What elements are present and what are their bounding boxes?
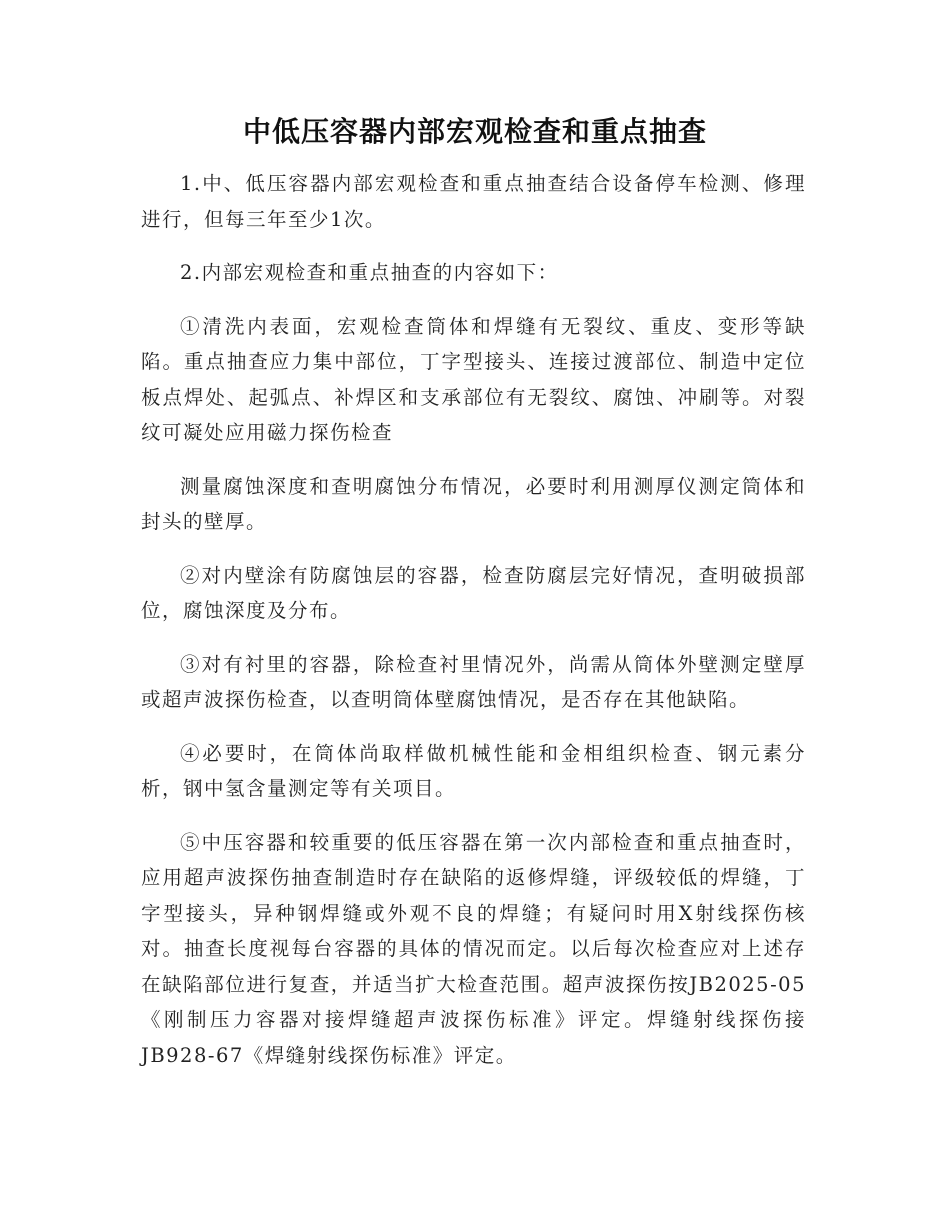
document-body bbox=[141, 166, 806, 1091]
paragraph-2: 2.内部宏观检查和重点抽查的内容如下： bbox=[180, 261, 559, 284]
paragraph-1: 1.中、低压容器内部宏观检查和重点抽查结合设备停车检测、修理进行，但每三年至少1次。 bbox=[141, 172, 806, 231]
paragraph-6: ③对有衬里的容器，除检查衬里情况外，尚需从筒体外壁测定壁厚或超声波探伤检查，以查明筒体壁腐蚀情况，是否存在其他缺陷。 bbox=[141, 652, 806, 711]
paragraph-8: ⑤中压容器和较重要的低压容器在第一次内部检查和重点抽查时，应用超声波探伤抽查制造时存在缺陷的返修焊缝，评级较低的焊缝，丁字型接头，异种钢焊缝或外观不良的焊缝；有疑问时用X射线探伤核对。抽查长度视每台容器的具体的情况而定。以后每次检查应对上述存在缺陷部位进行复查，并适当扩大检查范围。超声波探伤按JB2025-05《刚制压力容器对接焊缝超声波探伤标准》评定。焊缝射线探伤接JB928-67《焊缝射线探伤标准》评定。 bbox=[141, 830, 806, 1067]
paragraph-4: 测量腐蚀深度和查明腐蚀分布情况，必要时利用测厚仪测定筒体和封头的壁厚。 bbox=[141, 474, 806, 533]
paragraph-7: ④必要时，在筒体尚取样做机械性能和金相组织检查、钢元素分析，钢中氢含量测定等有关项目。 bbox=[141, 741, 806, 800]
paragraph-5: ②对内壁涂有防腐蚀层的容器，检查防腐层完好情况，查明破损部位，腐蚀深度及分布。 bbox=[141, 563, 806, 622]
paragraph-3: ①清洗内表面，宏观检查筒体和焊缝有无裂纹、重皮、变形等缺陷。重点抽查应力集中部位，丁字型接头、连接过渡部位、制造中定位板点焊处、起弧点、补焊区和支承部位有无裂纹、腐蚀、冲刷等。对裂纹可凝处应用磁力探伤检查 bbox=[141, 314, 806, 444]
document-title: 中低压容器内部宏观检查和重点抽查 bbox=[242, 115, 707, 148]
